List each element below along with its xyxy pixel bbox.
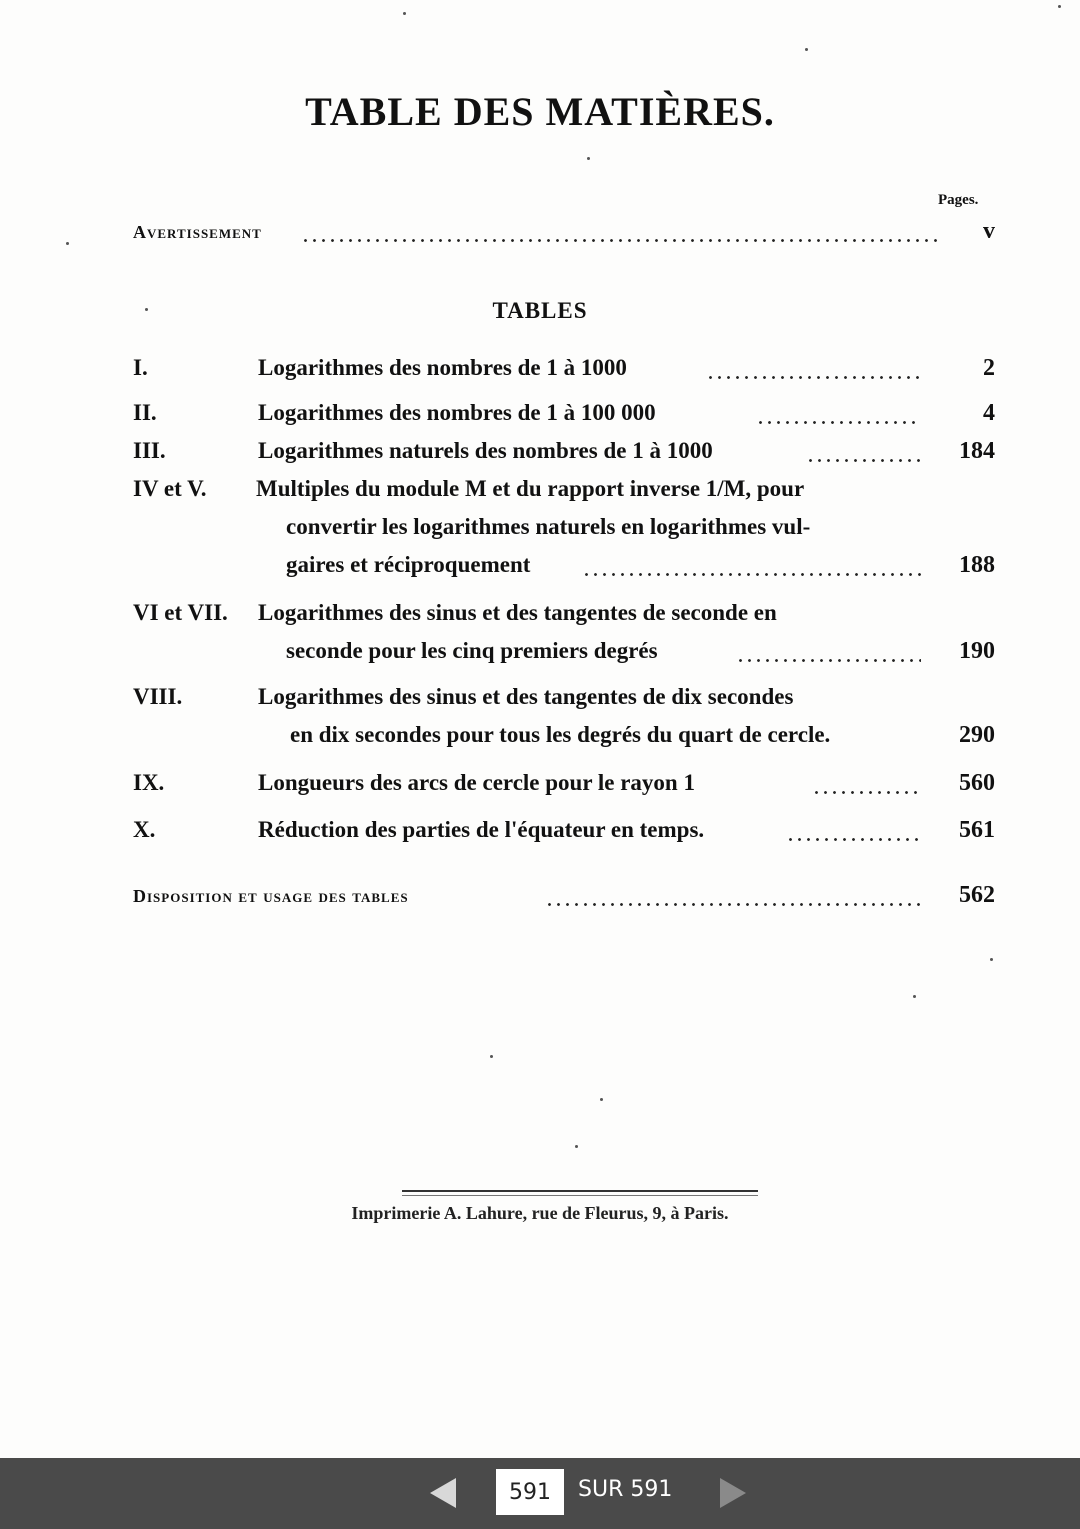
- toc-avertissement: [133, 218, 995, 248]
- entry-number: II.: [133, 400, 157, 425]
- entry-page: 290: [959, 722, 995, 748]
- entry-title: Réduction des parties de l'équateur en temps.: [258, 817, 705, 842]
- entry-page: 184: [959, 438, 995, 464]
- toc-disposition: [133, 882, 995, 912]
- leader-dots: [706, 376, 921, 379]
- scan-speck: [913, 995, 916, 998]
- page-total-label: SUR 591: [578, 1477, 673, 1502]
- entry-number: VI et VII.: [133, 600, 228, 625]
- imprint-rule: [402, 1190, 758, 1192]
- entry-page: 4: [983, 400, 995, 426]
- viewer-navigation-bar: [0, 1458, 1080, 1529]
- toc-avertissement-page: v: [983, 218, 995, 244]
- previous-page-button[interactable]: [426, 1476, 460, 1510]
- entry-title: Logarithmes naturels des nombres de 1 à 1000: [258, 438, 713, 463]
- entry-title-line: en dix secondes pour tous les degrés du quart de cercle.: [290, 722, 831, 747]
- toc-avertissement-label: Avertissement: [133, 222, 262, 242]
- entry-title-line: Multiples du module M et du rapport inverse 1/M, pour: [256, 476, 805, 501]
- entry-number: III.: [133, 438, 166, 463]
- scan-speck: [600, 1098, 603, 1101]
- imprint-rule-thin: [402, 1195, 758, 1196]
- entry-number: X.: [133, 817, 156, 842]
- leader-dots: [806, 459, 921, 462]
- toc-disposition-page: 562: [959, 882, 995, 908]
- triangle-left-icon: [426, 1476, 460, 1510]
- entry-title-line: Logarithmes des sinus et des tangentes de dix secondes: [258, 684, 794, 709]
- page-title: TABLE DES MATIÈRES.: [305, 89, 775, 134]
- entry-number: I.: [133, 355, 148, 380]
- scan-speck: [490, 1055, 493, 1058]
- entry-title-line: gaires et réciproquement: [286, 552, 531, 577]
- scan-speck: [990, 958, 993, 961]
- entry-page: 561: [959, 817, 995, 843]
- toc-disposition-label: Disposition et usage des tables: [133, 886, 409, 906]
- pages-column-label: Pages.: [938, 192, 979, 208]
- entry-number: IX.: [133, 770, 165, 795]
- entry-page: 190: [959, 638, 995, 664]
- entry-title-line: convertir les logarithmes naturels en logarithmes vul-: [286, 514, 811, 539]
- scan-speck: [805, 48, 808, 51]
- scan-speck: [403, 12, 406, 15]
- next-page-button[interactable]: [716, 1476, 750, 1510]
- entry-number: IV et V.: [133, 476, 207, 501]
- triangle-right-icon: [716, 1476, 750, 1510]
- page-number-input[interactable]: [496, 1469, 564, 1515]
- entry-title: Longueurs des arcs de cercle pour le rayon 1: [258, 770, 695, 795]
- entry-title: Logarithmes des nombres de 1 à 1000: [258, 355, 627, 380]
- leader-dots: [756, 421, 921, 424]
- entry-page: 2: [983, 355, 995, 381]
- leader-dots: [812, 791, 921, 794]
- scan-speck: [587, 157, 590, 160]
- leader-dots: [545, 903, 921, 906]
- leader-dots: [736, 659, 921, 662]
- imprint-text: Imprimerie A. Lahure, rue de Fleurus, 9, à Paris.: [351, 1203, 729, 1223]
- leader-dots: [786, 838, 921, 841]
- scan-speck: [575, 1145, 578, 1148]
- leader-dots: [301, 239, 943, 242]
- leader-dots: [582, 573, 921, 576]
- entry-title: Logarithmes des nombres de 1 à 100 000: [258, 400, 656, 425]
- scan-speck: [1058, 5, 1061, 8]
- section-title: TABLES: [492, 298, 588, 323]
- entry-number: VIII.: [133, 684, 183, 709]
- entry-title-line: Logarithmes des sinus et des tangentes de seconde en: [258, 600, 777, 625]
- entry-page: 560: [959, 770, 995, 796]
- entry-title-line: seconde pour les cinq premiers degrés: [286, 638, 658, 663]
- scan-speck: [66, 242, 69, 245]
- entry-page: 188: [959, 552, 995, 578]
